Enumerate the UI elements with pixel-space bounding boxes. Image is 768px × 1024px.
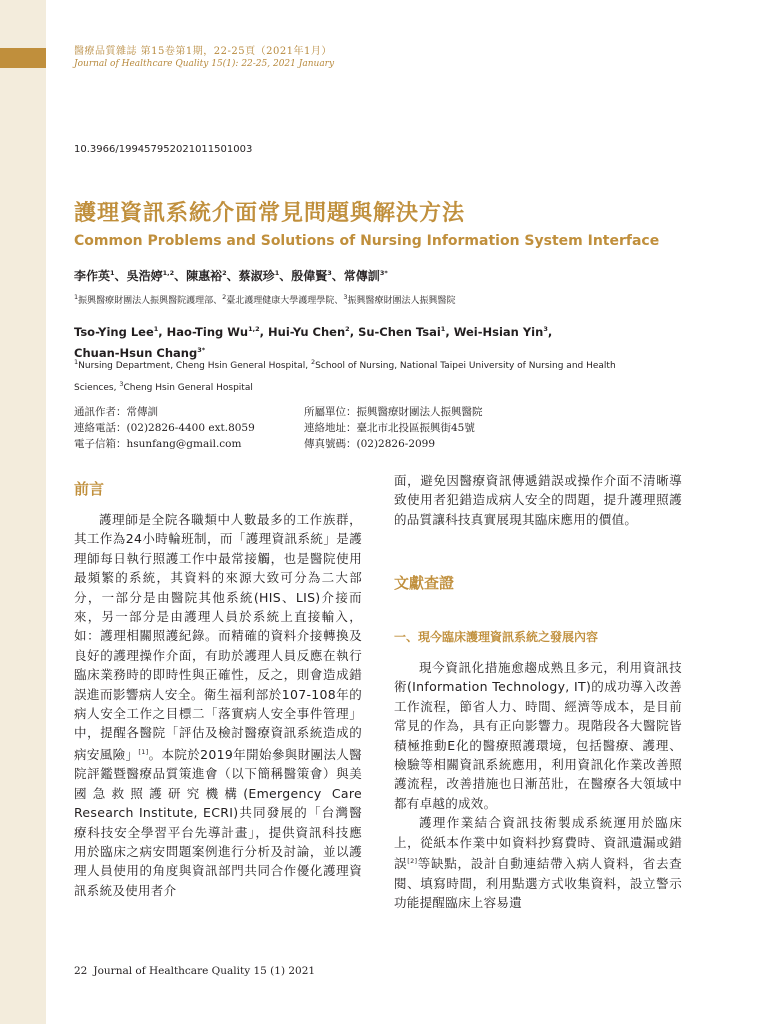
article-title-zh: 護理資訊系統介面常見問題與解決方法 — [74, 201, 466, 226]
author-en: Wei-Hsian Yin — [453, 324, 544, 339]
author-zh: 吳浩婷 — [126, 269, 163, 283]
intro-paragraph: 護理師是全院各職類中人數最多的工作族群，其工作為24小時輪班制，而「護理資訊系統」是護理師每日執行照護工作中最常接觸，也是醫院使用最頻繁的系統，其資料的來源大致可分為二大部分，一部分是由醫院其他系統(HIS、LIS)介接而來，另一部分是由護理人員於系統上直接輸入，如：護理相關照護紀錄。而精確的資料介接轉換及良好的護理操作介面，有助於護理人員反應在執行臨床業務時的即時性與正確性，反之，則會造成錯誤進而影響病人安全。衛生福利部於107-108年的病人安全工作之目標二「落實病人安全事件管理」中，提醒各醫院「評估及檢討醫療資訊系統造成的病安風險」[1]。本院於2019年開始參與財團法人醫院評鑑暨醫療品質策進會（以下簡稱醫策會）與美國急救照護研究機構(Emergency Care Research Institute, ECRI)共同發展的「台灣醫療科技安全學習平台先導計畫」，提供資訊科技應用於臨床之病安問題案例進行分析及討論，並以護理人員使用的角度與資訊部門共同合作優化護理資訊系統及使用者介 — [74, 512, 362, 898]
review-column — [394, 658, 682, 912]
footer-journal: Journal of Healthcare Quality 15 (1) 2021 — [93, 965, 316, 977]
corresponding-author: 通訊作者：常傳訓 — [74, 406, 158, 418]
affiliations-en: $^1$Nursing Department, Cheng Hsin General Hospital, $^2$School of Nursing, National Taipei University of Nursing and Health Sciences, $^3$Cheng Hsin General Hospital — [74, 358, 616, 393]
contact-email: 電子信箱：hsunfang@gmail.com — [74, 438, 242, 450]
affiliations-zh: $^1$振興醫療財團法人振興醫院護理部、$^2$臺北護理健康大學護理學院、$^3$振興醫療財團法人振興醫院 — [74, 293, 456, 306]
page-footer — [74, 965, 315, 977]
citation-ref: [1] — [138, 747, 149, 756]
citation-ref: [2] — [407, 857, 418, 866]
contact-fax: 傳真號碼：(02)2826-2099 — [304, 438, 436, 450]
intro-paragraph-continued: 面，避免因醫療資訊傳遞錯誤或操作介面不清晰導致使用者犯錯造成病人安全的問題，提升護理照護的品質讓科技真實展現其臨床應用的價值。 — [394, 473, 682, 527]
author-en: Su-Chen Tsai — [358, 324, 441, 339]
author-zh: 蔡淑珍 — [238, 269, 275, 283]
contact-address: 連絡地址：臺北市北投區振興街45號 — [304, 422, 475, 434]
author-en: Tso-Ying Lee — [74, 324, 154, 339]
section-tab-marker — [0, 48, 46, 68]
article-title-en: Common Problems and Solutions of Nursing Information System Interface — [74, 233, 660, 249]
section-title-intro: 前言 — [74, 480, 105, 498]
author-zh: 常傳訓 — [343, 269, 380, 283]
section-title-review: 文獻查證 — [394, 574, 455, 592]
author-zh: 殷偉賢 — [291, 269, 328, 283]
author-en: Hao-Ting Wu — [166, 324, 249, 339]
author-en: Chuan-Hsun Chang — [74, 345, 198, 360]
subsection-title: 一、現今臨床護理資訊系統之發展內容 — [394, 630, 599, 644]
contact-info-left — [74, 404, 255, 452]
contact-institution: 所屬單位：振興醫療財團法人振興醫院 — [304, 406, 483, 418]
journal-header — [74, 42, 334, 69]
review-paragraph: 現今資訊化措施愈趨成熟且多元，利用資訊技術(Information Technology, IT)的成功導入改善工作流程，節省人力、時間、經濟等成本，是目前常見的作為，具有正向影響力。現階段各大醫院皆積極推動E化的醫療照護環境，包括醫療、護理、檢驗等相關資訊系統應用，利用資訊化作業改善照護流程，改善措施也日漸茁壯，在醫療各大領域中都有卓越的成效。 — [394, 660, 682, 811]
page-sidebar — [0, 0, 46, 1024]
contact-phone: 連絡電話：(02)2826-4400 ext.8059 — [74, 422, 255, 434]
review-paragraph: 護理作業結合資訊技術製成系統運用於臨床上，從紙本作業中如資料抄寫費時、資訊遺漏或錯誤[2]等缺點，設計自動連結帶入病人資料，省去查閱、填寫時間，利用點選方式收集資料，設立警示功能提醒臨床上容易遺 — [394, 815, 682, 911]
author-zh: 陳惠裕 — [186, 269, 223, 283]
contact-info-right — [304, 404, 483, 452]
intro-column — [74, 510, 362, 900]
journal-title-zh: 醫療品質雜誌 第15卷第1期，22-25頁（2021年1月） — [74, 46, 332, 57]
author-zh: 李作英 — [74, 269, 111, 283]
authors-zh: 李作英$^1$、吳浩婷$^{1,2}$、陳惠裕$^2$、蔡淑珍$^1$、殷偉賢$^3$、常傳訓$^{3*}$ — [74, 269, 388, 283]
authors-en: Tso-Ying Lee$^1$, Hao-Ting Wu$^{1,2}$, Hui-Yu Chen$^2$, Su-Chen Tsai$^1$, Wei-Hsian Yin$^3$, Chuan-Hsun Chang$^{3*}$ — [74, 324, 553, 360]
doi: 10.3966/199457952021011501003 — [74, 144, 253, 155]
page-number: 22 — [74, 965, 88, 977]
journal-title-en: Journal of Healthcare Quality 15(1): 22-25, 2021 January — [74, 59, 335, 69]
right-column — [394, 471, 682, 529]
author-en: Hui-Yu Chen — [268, 324, 346, 339]
